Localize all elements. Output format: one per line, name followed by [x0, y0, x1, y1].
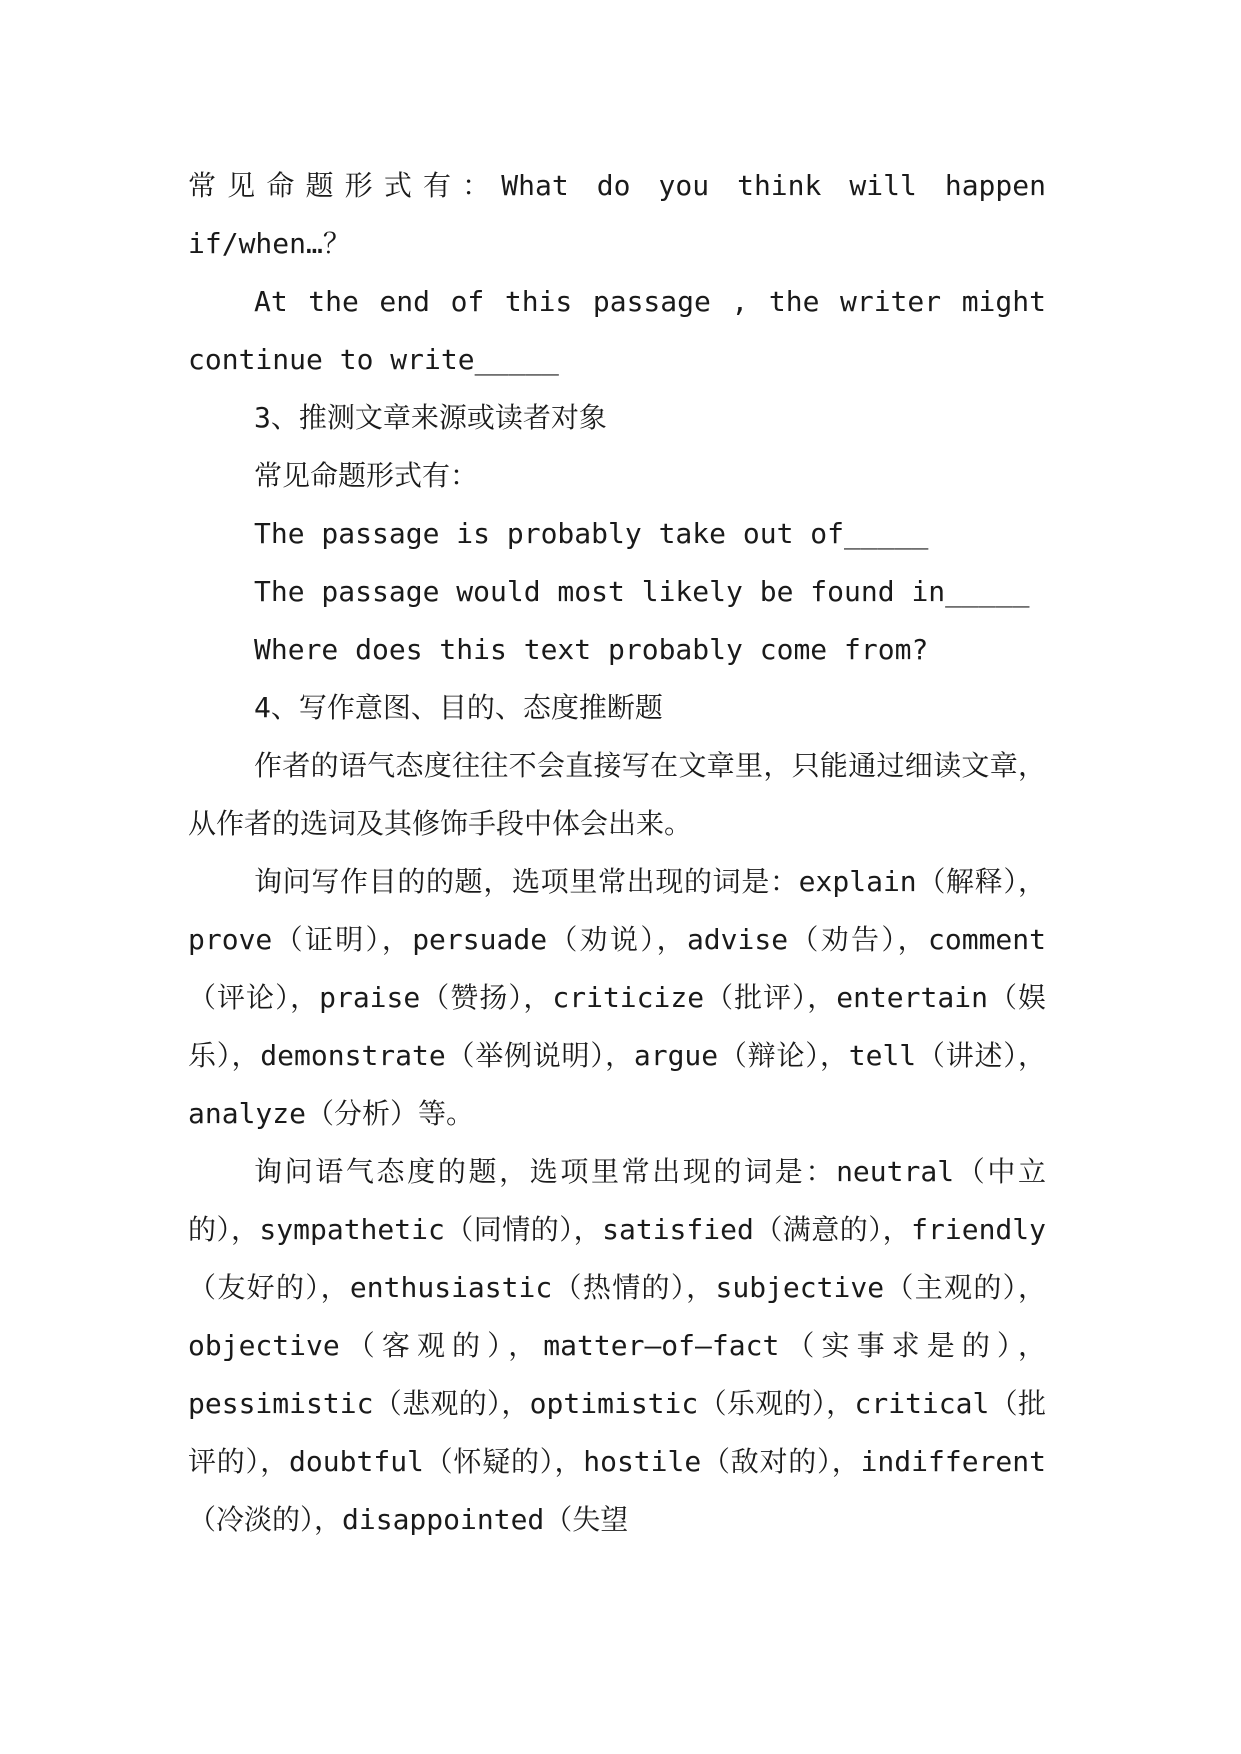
paragraph-purpose-words: 询问写作目的的题，选项里常出现的词是：explain（解释），prove（证明），persuade（劝说），advise（劝告），comment（评论），praise（赞扬），criticize（批评），entertain（娱乐），demonstrate（举例说明），argue（辩论），tell（讲述），analyze（分析）等。	[188, 865, 1046, 1130]
paragraph-tone-explanation: 作者的语气态度往往不会直接写在文章里，只能通过细读文章，从作者的选词及其修饰手段中体会出来。	[188, 749, 1046, 840]
section-heading-4: 4、写作意图、目的、态度推断题	[254, 691, 663, 724]
document-body	[188, 157, 1046, 1549]
paragraph-question-forms-label: 常见命题形式有：	[254, 459, 479, 492]
paragraph-example-take-out: The passage is probably take out of_____	[254, 517, 929, 550]
paragraph-question-forms: 常见命题形式有：What do you think will happen if/when…？	[188, 169, 1046, 260]
paragraph-attitude-words: 询问语气态度的题，选项里常出现的词是：neutral（中立的），sympathetic（同情的），satisfied（满意的），friendly（友好的），enthusiastic（热情的），subjective（主观的），objective（客观的），matter—of—fact（实事求是的），pessimistic（悲观的），optimistic（乐观的），critical（批评的），doubtful（怀疑的），hostile（敌对的），indifferent（冷淡的），disappointed（失望	[188, 1155, 1046, 1536]
paragraph-example-continue: At the end of this passage , the writer might continue to write_____	[188, 285, 1046, 376]
section-heading-3: 3、推测文章来源或读者对象	[254, 401, 607, 434]
paragraph-example-come-from: Where does this text probably come from?	[254, 633, 929, 666]
paragraph-example-found-in: The passage would most likely be found in_____	[254, 575, 1030, 608]
